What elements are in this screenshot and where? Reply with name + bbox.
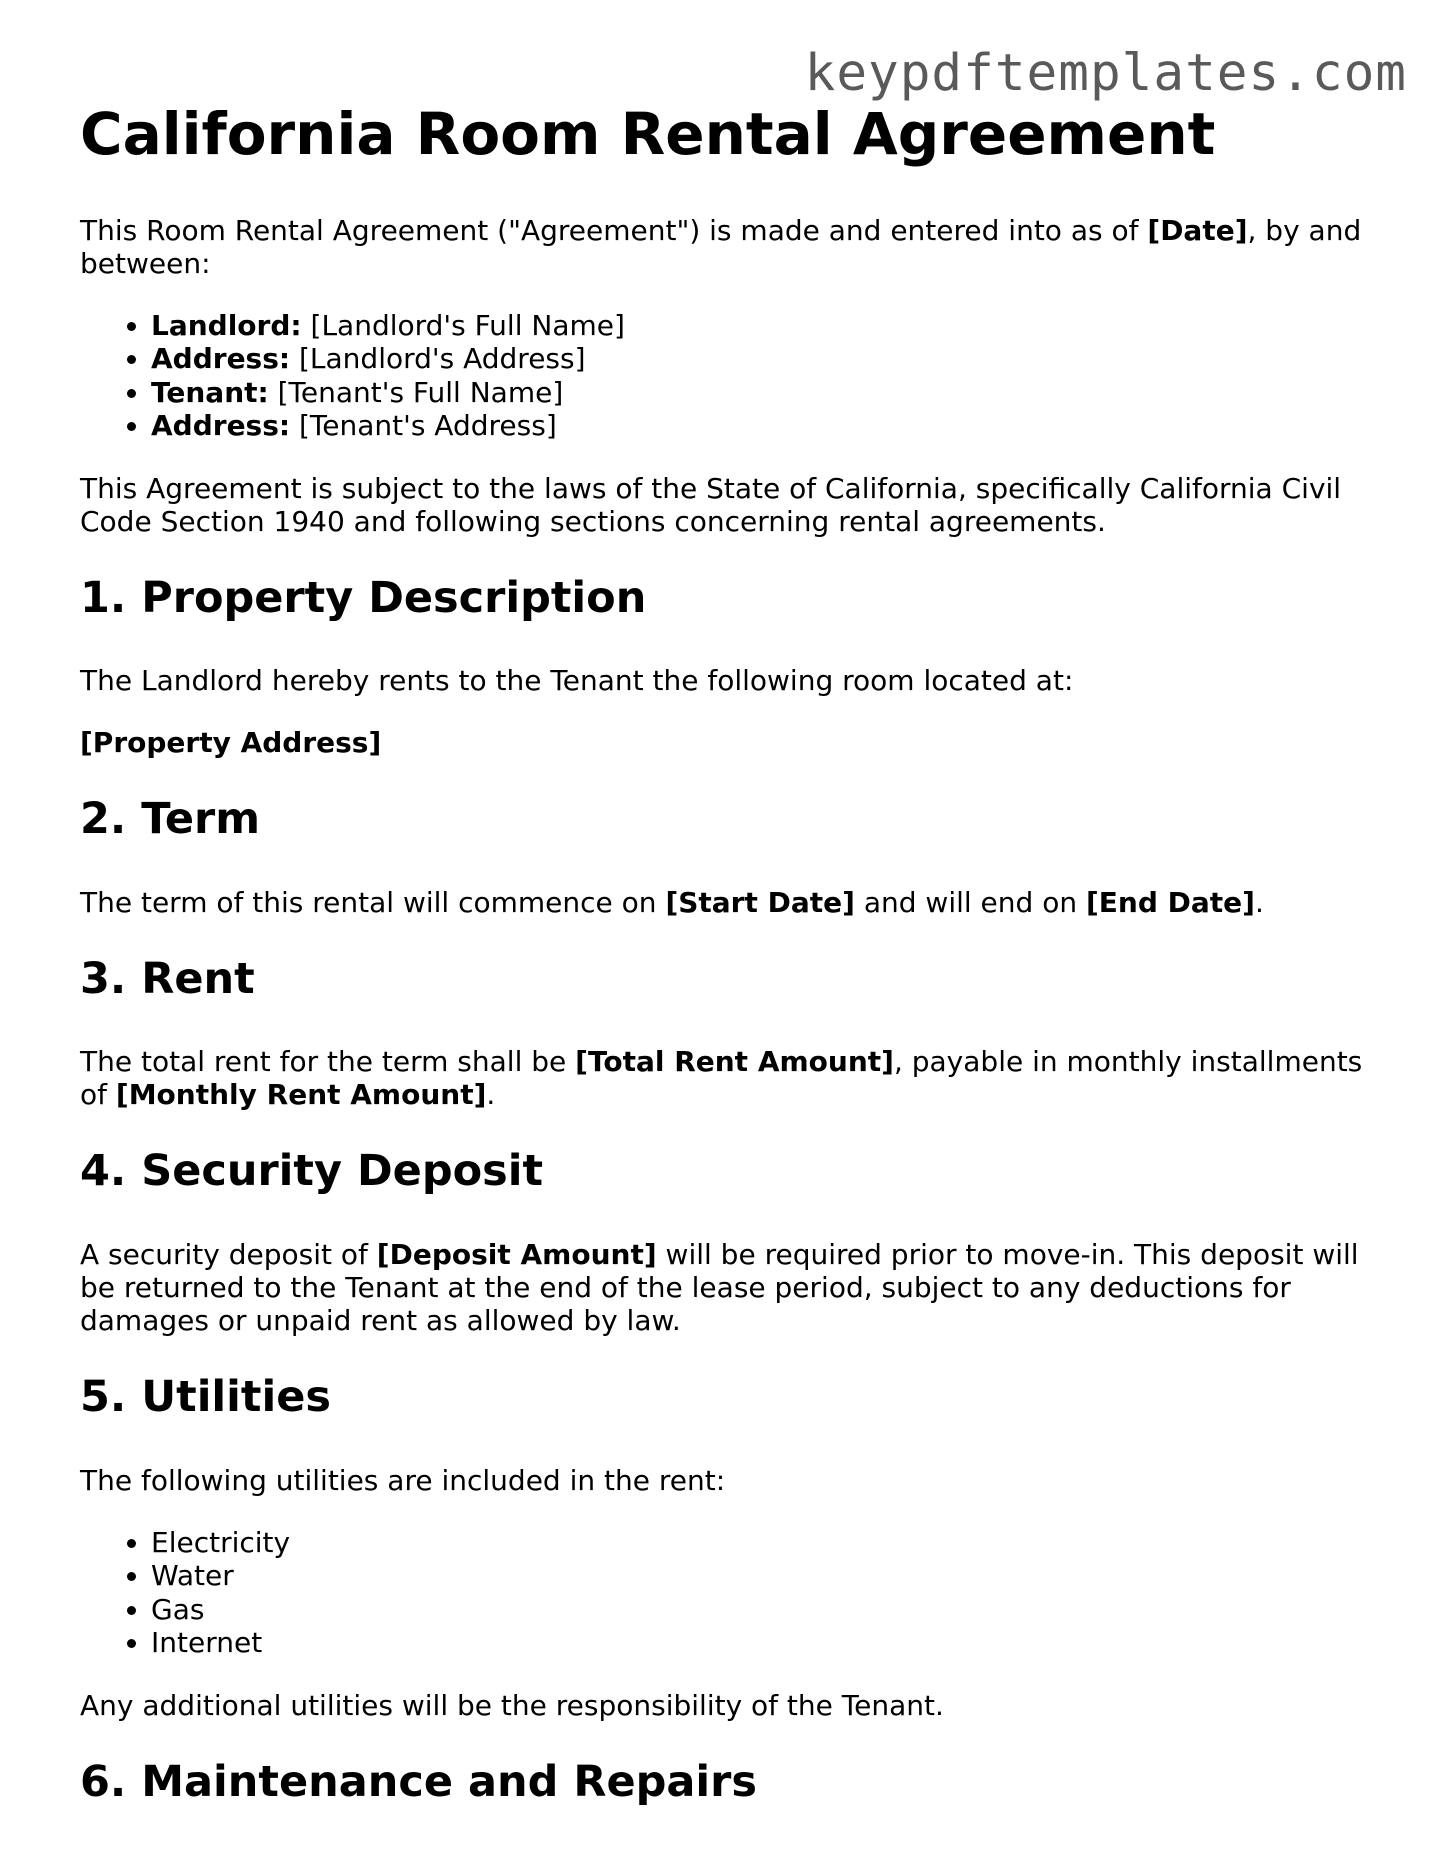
law-paragraph: This Agreement is subject to the laws of the State of California, specifically California Civil Code Section 1940 and following sections concerning rental agreements. — [80, 471, 1342, 538]
term-text: The term of this rental will commence on — [80, 885, 666, 919]
rent-paragraph — [80, 1045, 1380, 1111]
property-text: The Landlord hereby rents to the Tenant the following room located at: — [80, 664, 1074, 698]
list-item — [151, 342, 1380, 376]
rent-text-end: . — [486, 1078, 496, 1112]
property-address — [80, 726, 1380, 759]
list-item: • Water — [151, 1559, 1380, 1593]
list-item — [151, 376, 1380, 410]
section-heading-deposit: 4. Security Deposit — [80, 1146, 544, 1197]
list-item: • Internet — [151, 1626, 1380, 1660]
property-address-placeholder: [Property Address] — [80, 726, 382, 760]
deposit-text: A security deposit of — [80, 1237, 377, 1271]
utilities-note: Any additional utilities will be the responsibility of the Tenant. — [80, 1688, 944, 1722]
total-rent-placeholder: [Total Rent Amount] — [575, 1045, 894, 1079]
party-value: [Landlord's Full Name] — [310, 308, 625, 342]
utilities-text: The following utilities are included in the rent: — [80, 1463, 726, 1497]
party-label: Landlord: — [151, 308, 302, 342]
party-label: Address: — [151, 342, 291, 376]
deposit-paragraph — [80, 1238, 1380, 1337]
watermark: keypdftemplates.com — [804, 44, 1407, 103]
term-text-end: . — [1254, 885, 1264, 919]
intro-text-end: , by and between: — [80, 213, 1362, 280]
term-paragraph — [80, 886, 1380, 919]
rent-text-middle: , payable in monthly installments of — [80, 1045, 1363, 1112]
list-item — [151, 409, 1380, 443]
deposit-text-end: will be required prior to move-in. This deposit will be returned to the Tenant at the end of the lease period, subject to any deductions for damages or unpaid rent as allowed by law. — [80, 1237, 1359, 1337]
list-item — [151, 309, 1380, 343]
party-value: [Tenant's Full Name] — [277, 375, 564, 409]
date-placeholder: [Date] — [1147, 213, 1248, 247]
intro-paragraph — [80, 214, 1380, 280]
document-body — [80, 100, 1380, 1848]
end-date-placeholder: [End Date] — [1085, 885, 1255, 919]
section-heading-utilities: 5. Utilities — [80, 1371, 331, 1422]
party-label: Tenant: — [151, 375, 269, 409]
list-item: • Gas — [151, 1593, 1380, 1627]
intro-text: This Room Rental Agreement ("Agreement") is made and entered into as of — [80, 213, 1148, 247]
section-heading-rent: 3. Rent — [80, 953, 255, 1004]
list-item: • Electricity — [151, 1526, 1380, 1560]
deposit-amount-placeholder: [Deposit Amount] — [376, 1237, 657, 1271]
term-text-middle: and will end on — [854, 885, 1086, 919]
start-date-placeholder: [Start Date] — [665, 885, 855, 919]
party-value: [Tenant's Address] — [299, 409, 557, 443]
parties-list — [80, 309, 1380, 443]
document-title: California Room Rental Agreement — [80, 100, 1216, 168]
section-heading-maintenance: 6. Maintenance and Repairs — [80, 1756, 757, 1807]
monthly-rent-placeholder: [Monthly Rent Amount] — [115, 1078, 487, 1112]
utilities-list — [80, 1526, 1380, 1660]
party-value: [Landlord's Address] — [299, 342, 586, 376]
party-label: Address: — [151, 409, 291, 443]
section-heading-term: 2. Term — [80, 794, 261, 845]
section-heading-property: 1. Property Description — [80, 572, 647, 623]
rent-text: The total rent for the term shall be — [80, 1045, 576, 1079]
